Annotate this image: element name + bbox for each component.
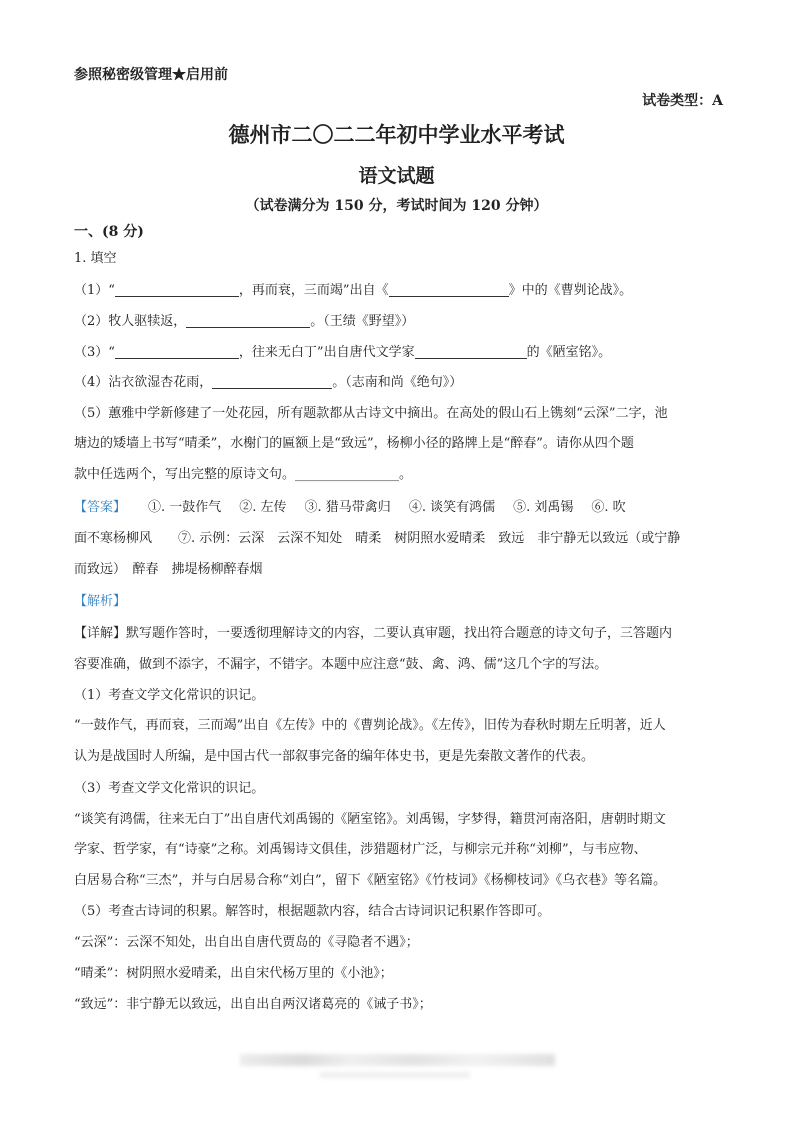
- q3-text-c: 的《陋室铭》。: [526, 345, 612, 360]
- detail-tag: 【详解】: [74, 626, 127, 641]
- detail-line-1: [74, 624, 672, 644]
- answer-item: ①. 一鼓作气: [148, 500, 222, 515]
- q1-blank-1[interactable]: [115, 282, 239, 297]
- blurred-footer-watermark-secondary: [320, 1072, 470, 1078]
- analysis-3-heading: （3）考查文学文化常识的识记。: [74, 781, 265, 796]
- analysis-1-heading: （1）考查文学文化常识的识记。: [74, 688, 265, 703]
- question-1: [74, 281, 632, 301]
- analysis-1-line-1: “一鼓作气，再而衰，三而竭”出自《左传》中的《曹刿论战》。《左传》，旧传为春秋时期左丘明著，近人: [74, 718, 666, 733]
- question-4: [74, 373, 462, 393]
- answer-item: ②. 左传: [239, 500, 287, 515]
- exam-note: （试卷满分为 150 分，考试时间为 120 分钟）: [245, 198, 548, 214]
- q3-blank-2[interactable]: [415, 344, 527, 359]
- q4-text-b: 。（志南和尚《绝句》）: [332, 375, 463, 390]
- analysis-3-line-2: 学家、哲学家，有“诗豪”之称。刘禹锡诗文俱佳，涉猎题材广泛，与柳宗元并称“刘柳”，与韦应物、: [74, 842, 647, 857]
- detail-line-2: 容要准确，做到不添字，不漏字，不错字。本题中应注意“鼓、禽、鸿、儒”这几个字的写法。: [74, 657, 608, 672]
- q1-blank-2[interactable]: [389, 282, 509, 297]
- section-heading: 一、(8 分): [74, 224, 144, 240]
- q2-text-b: 。（王绩《野望》）: [310, 314, 415, 329]
- exam-subtitle: 语文试题: [358, 165, 435, 187]
- q3-text-b: ，往来无白丁”出自唐代文学家: [238, 345, 415, 360]
- answer-line-2: 面不寒杨柳风 ⑦. 示例：云深 云深不知处 晴柔 树阴照水爱晴柔 致远 非宁静无以致远（或宁静: [74, 531, 681, 546]
- answer-item: ⑥. 吹: [591, 500, 626, 515]
- q2-text-a: （2）牧人驱犊返，: [74, 314, 187, 329]
- question-2: [74, 312, 414, 332]
- answer-tag: 【答案】: [74, 500, 127, 515]
- classification-label: 参照秘密级管理★启用前: [74, 67, 228, 83]
- answer-item: ③. 猎马带禽归: [304, 500, 391, 515]
- q1-text-c: 》中的《曹刿论战》。: [508, 283, 633, 298]
- detail-text: 默写题作答时，一要透彻理解诗文的内容，二要认真审题，找出符合题意的诗文句子，三答题内: [126, 626, 673, 641]
- q2-blank[interactable]: [186, 313, 310, 328]
- analysis-5-line-3: “致远”：非宁静无以致远，出自出自两汉诸葛亮的《诫子书》；: [74, 997, 432, 1012]
- question-5-line-1: （5）蕙雅中学新修建了一处花园，所有题款都从古诗文中摘出。在高处的假山石上镌刻“云深”二字，池: [74, 406, 668, 421]
- analysis-5-line-1: “云深”：云深不知处，出自出自唐代贾岛的《寻隐者不遇》；: [74, 935, 419, 950]
- blurred-footer-watermark: [240, 1054, 555, 1066]
- exam-title: 德州市二〇二二年初中学业水平考试: [228, 122, 565, 147]
- paper-type-label: 试卷类型：A: [642, 93, 723, 109]
- analysis-tag: 【解析】: [74, 594, 127, 609]
- analysis-5-heading: （5）考查古诗词的积累。解答时，根据题款内容，结合古诗词识记积累作答即可。: [74, 904, 551, 919]
- question-5-line-3: 款中任选两个，写出完整的原诗文句。________________。: [74, 467, 413, 482]
- q1-text-b: ，再而衰，三而竭”出自《: [238, 283, 389, 298]
- analysis-1-line-2: 认为是战国时人所编，是中国古代一部叙事完备的编年体史书，更是先秦散文著作的代表。: [74, 749, 595, 764]
- q1-text-a: （1）“: [74, 283, 115, 298]
- answer-line-3: 而致远） 醉春 拂堤杨柳醉春烟: [74, 562, 263, 577]
- q4-blank[interactable]: [212, 374, 332, 389]
- q4-text-a: （4）沾衣欲湿杏花雨，: [74, 375, 213, 390]
- q3-blank-1[interactable]: [115, 344, 239, 359]
- answer-line-1: [74, 498, 626, 518]
- question-label: 1. 填空: [74, 251, 117, 266]
- answer-item: ⑤. 刘禹锡: [513, 500, 574, 515]
- question-3: [74, 343, 611, 363]
- q3-text-a: （3）“: [74, 345, 115, 360]
- analysis-3-line-3: 白居易合称“三杰”，并与白居易合称“刘白”，留下《陋室铭》《竹枝词》《杨柳枝词》《乌衣巷》等名篇。: [74, 873, 667, 888]
- analysis-3-line-1: “谈笑有鸿儒，往来无白丁”出自唐代刘禹锡的《陋室铭》。刘禹锡，字梦得，籍贯河南洛阳，唐朝时期文: [74, 812, 666, 827]
- question-5-line-2: 塘边的矮墙上书写“晴柔”，水榭门的匾额上是“致远”，杨柳小径的路牌上是“醉春”。请你从四个题: [74, 436, 634, 451]
- analysis-5-line-2: “晴柔”：树阴照水爱晴柔，出自宋代杨万里的《小池》；: [74, 966, 393, 981]
- answer-item: ④. 谈笑有鸿儒: [408, 500, 496, 515]
